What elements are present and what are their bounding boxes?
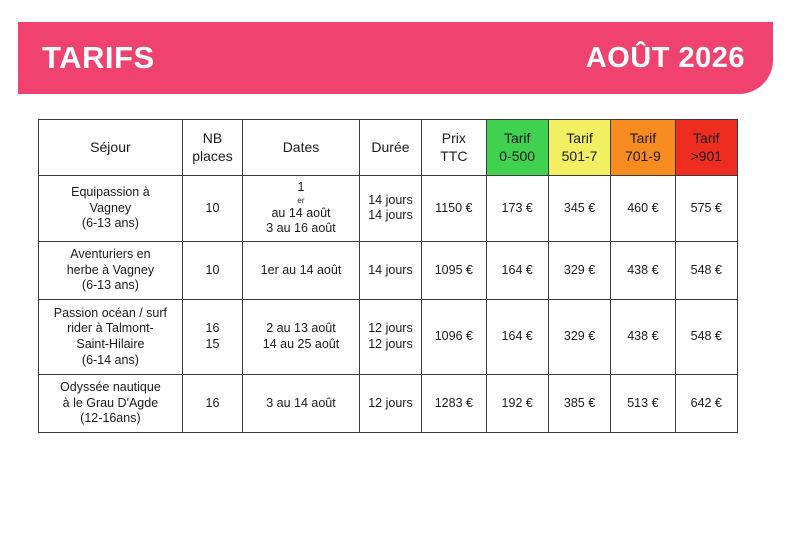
cell-tarif-701-9: 438 €	[611, 299, 675, 374]
column-header-duree-label: Durée	[371, 138, 410, 155]
sejour-line1: Passion océan / surf	[53, 305, 168, 320]
cell-duree	[359, 176, 421, 242]
duree-line2: 12 jours	[368, 336, 413, 351]
cell-sejour	[39, 299, 183, 374]
column-header-prix-line1: Prix	[441, 130, 466, 146]
column-header-tarif1-line1: Tarif	[503, 130, 531, 146]
duree-line2: 14 jours	[368, 208, 413, 223]
cell-duree	[359, 299, 421, 374]
column-header-tarif2-line1: Tarif	[566, 130, 593, 146]
cell-dates: 1er au 14 août	[243, 241, 360, 299]
column-header-dates-label: Dates	[282, 138, 320, 155]
cell-tarif-901-plus: 642 €	[675, 374, 737, 432]
column-header-prix-line2: TTC	[440, 147, 468, 164]
table-row	[39, 299, 738, 374]
cell-tarif-501-7: 329 €	[548, 241, 610, 299]
cell-tarif-0-500: 173 €	[486, 176, 548, 242]
column-header-nb-line2: places	[192, 147, 233, 164]
header-month: AOÛT 2026	[585, 41, 745, 74]
column-header-tarif-0-500	[486, 120, 548, 176]
table-row	[39, 241, 738, 299]
cell-sejour	[39, 374, 183, 432]
dates-line2: 14 au 25 août	[262, 336, 340, 351]
sejour-line1: Odyssée nautique	[60, 379, 161, 394]
sejour-line2: herbe à Vagney	[66, 262, 155, 277]
sejour-line3: (12-16ans)	[80, 411, 141, 426]
tarifs-table-wrapper	[38, 119, 738, 433]
dates-line1: 2 au 13 août	[266, 321, 336, 336]
cell-tarif-501-7: 345 €	[548, 176, 610, 242]
cell-nb-places: 10	[182, 241, 242, 299]
table-header	[39, 120, 738, 176]
column-header-tarif-701-9	[611, 120, 675, 176]
cell-nb-places: 16	[182, 374, 242, 432]
cell-sejour	[39, 241, 183, 299]
cell-nb-places: 10	[182, 176, 242, 242]
cell-tarif-901-plus: 575 €	[675, 176, 737, 242]
dates-line1	[246, 180, 356, 221]
duree-line1: 14 jours	[368, 192, 413, 207]
cell-nb-places	[182, 299, 242, 374]
column-header-prix-ttc	[422, 120, 486, 176]
sejour-line2: à le Grau D'Agde	[62, 395, 159, 410]
sejour-line3: (6-13 ans)	[81, 216, 139, 231]
column-header-dates	[243, 120, 360, 176]
duree-line1: 12 jours	[368, 321, 413, 336]
cell-tarif-701-9: 438 €	[611, 241, 675, 299]
cell-tarif-0-500: 164 €	[486, 241, 548, 299]
sejour-line1: Aventuriers en	[70, 246, 151, 261]
sejour-line2: rider à Talmont-	[67, 321, 154, 336]
cell-prix-ttc: 1096 €	[422, 299, 486, 374]
column-header-tarif3-line1: Tarif	[629, 130, 657, 146]
column-header-tarif2-line2: 501-7	[561, 147, 598, 164]
column-header-nb-places	[182, 120, 242, 176]
column-header-tarif4-line1: Tarif	[693, 130, 720, 146]
sejour-line2: Vagney	[89, 200, 132, 215]
cell-dates: 3 au 14 août	[243, 374, 360, 432]
dates-line1-rest: au 14 août	[271, 205, 331, 220]
sejour-line1: Equipassion à	[71, 185, 150, 199]
column-header-tarif-501-7	[548, 120, 610, 176]
cell-tarif-701-9: 460 €	[611, 176, 675, 242]
page-title: TARIFS	[42, 40, 155, 75]
cell-duree: 12 jours	[359, 374, 421, 432]
table-row	[39, 374, 738, 432]
cell-tarif-501-7: 385 €	[548, 374, 610, 432]
cell-tarif-501-7: 329 €	[548, 299, 610, 374]
tarifs-table	[38, 119, 738, 433]
column-header-nb-line1: NB	[202, 130, 223, 146]
column-header-tarif3-line2: 701-9	[624, 147, 661, 164]
column-header-tarif4-line2: >901	[690, 147, 723, 164]
column-header-sejour-label: Séjour	[90, 138, 131, 155]
cell-tarif-901-plus: 548 €	[675, 241, 737, 299]
column-header-tarif1-line2: 0-500	[499, 147, 536, 164]
column-header-sejour	[39, 120, 183, 176]
cell-tarif-701-9: 513 €	[611, 374, 675, 432]
column-header-duree	[359, 120, 421, 176]
cell-tarif-901-plus: 548 €	[675, 299, 737, 374]
header-banner	[18, 22, 773, 94]
cell-prix-ttc: 1283 €	[422, 374, 486, 432]
dates-line1-ordinal: er	[297, 195, 305, 205]
column-header-tarif-901-plus	[675, 120, 737, 176]
cell-duree: 14 jours	[359, 241, 421, 299]
sejour-line4: (6-14 ans)	[81, 352, 139, 367]
cell-tarif-0-500: 192 €	[486, 374, 548, 432]
cell-sejour	[39, 176, 183, 242]
cell-dates	[243, 299, 360, 374]
table-header-row	[39, 120, 738, 176]
cell-dates	[243, 176, 360, 242]
sejour-line3: Saint-Hilaire	[76, 336, 145, 351]
cell-prix-ttc: 1150 €	[422, 176, 486, 242]
table-body	[39, 176, 738, 433]
nb-line1: 16	[205, 321, 220, 336]
dates-line1-number: 1	[297, 180, 305, 194]
sejour-line3: (6-13 ans)	[81, 278, 139, 293]
dates-line2: 3 au 16 août	[266, 221, 336, 236]
nb-line2: 15	[205, 336, 220, 351]
table-row	[39, 176, 738, 242]
cell-tarif-0-500: 164 €	[486, 299, 548, 374]
cell-prix-ttc: 1095 €	[422, 241, 486, 299]
